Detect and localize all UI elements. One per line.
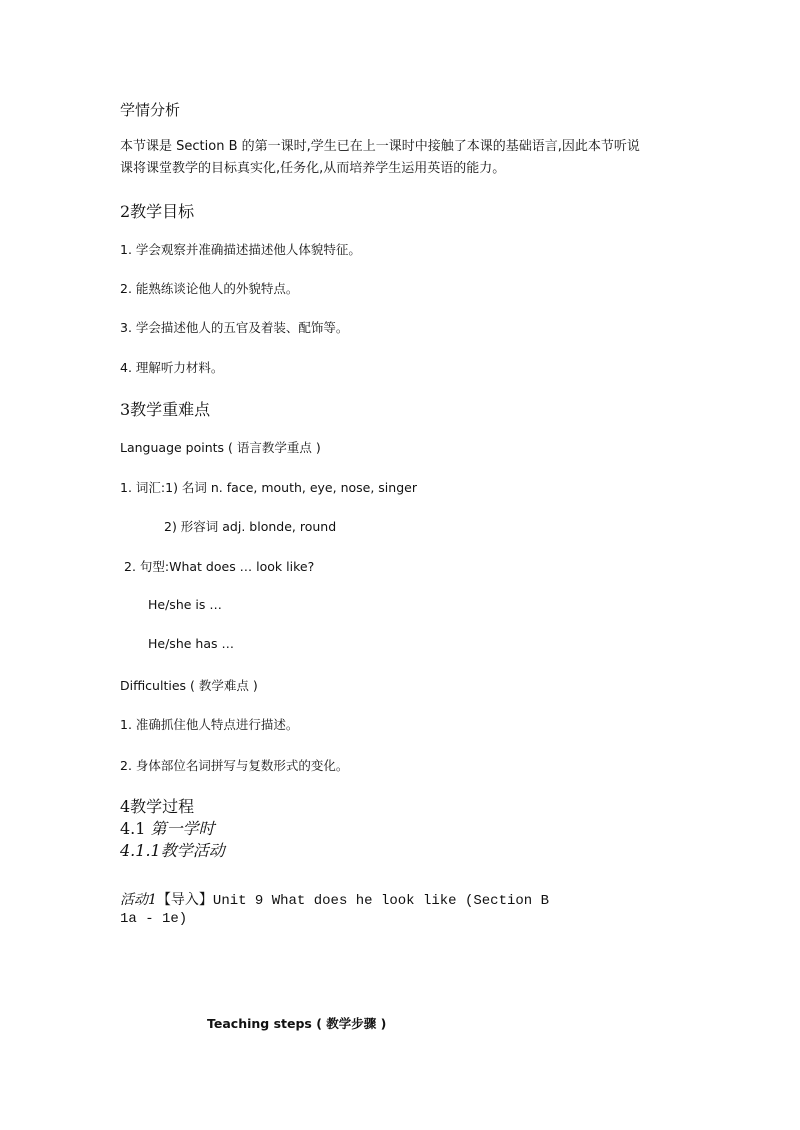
subheading-4-1-text: 第一学时 [150, 819, 215, 838]
language-points-label: Language points ( 语言教学重点 ) [120, 440, 321, 455]
difficulties-label: Difficulties ( 教学难点 ) [120, 678, 258, 693]
difficulty-item-1: 1. 准确抓住他人特点进行描述。 [120, 717, 299, 732]
subheading-4-1-number: 4.1 [120, 819, 151, 838]
teaching-steps-label: Teaching steps ( 教学步骤 ) [207, 1016, 387, 1031]
sentence-pattern-b: He/she has … [148, 636, 234, 651]
sentence-pattern: 2. 句型:What does … look like? [124, 559, 315, 574]
goal-item-1: 1. 学会观察并准确描述描述他人体貌特征。 [120, 242, 361, 257]
sentence-pattern-a: He/she is … [148, 597, 222, 612]
activity-1-line-2: 1a - 1e) [120, 911, 188, 927]
activity-1-line-1 [120, 889, 549, 909]
vocabulary-adjectives: 2) 形容词 adj. blonde, round [164, 519, 337, 534]
goal-item-3: 3. 学会描述他人的五官及着装、配饰等。 [120, 320, 349, 335]
analysis-line-2: 课将课堂教学的目标真实化,任务化,从而培养学生运用英语的能力。 [120, 161, 506, 176]
analysis-paragraph [120, 136, 680, 180]
heading-student-analysis: 学情分析 [120, 101, 181, 119]
heading-key-points: 3教学重难点 [120, 400, 211, 419]
analysis-line-1: 本节课是 Section B 的第一课时,学生已在上一课时中接触了本课的基础语言,因此本节听说 [120, 139, 640, 154]
subheading-4-1-1: 4.1.1教学活动 [120, 841, 225, 860]
heading-teaching-process: 4教学过程 [120, 797, 195, 816]
goal-item-4: 4. 理解听力材料。 [120, 360, 224, 375]
activity-title: 【导入】Unit 9 What does he look like (Section B [156, 893, 549, 909]
difficulty-item-2: 2. 身体部位名词拼写与复数形式的变化。 [120, 758, 349, 773]
heading-teaching-goals: 2教学目标 [120, 202, 195, 221]
vocabulary-nouns: 1. 词汇:1) 名词 n. face, mouth, eye, nose, singer [120, 480, 417, 495]
goal-item-2: 2. 能熟练谈论他人的外貌特点。 [120, 281, 299, 296]
subheading-4-1 [120, 816, 215, 839]
activity-label: 活动1 [120, 892, 157, 908]
